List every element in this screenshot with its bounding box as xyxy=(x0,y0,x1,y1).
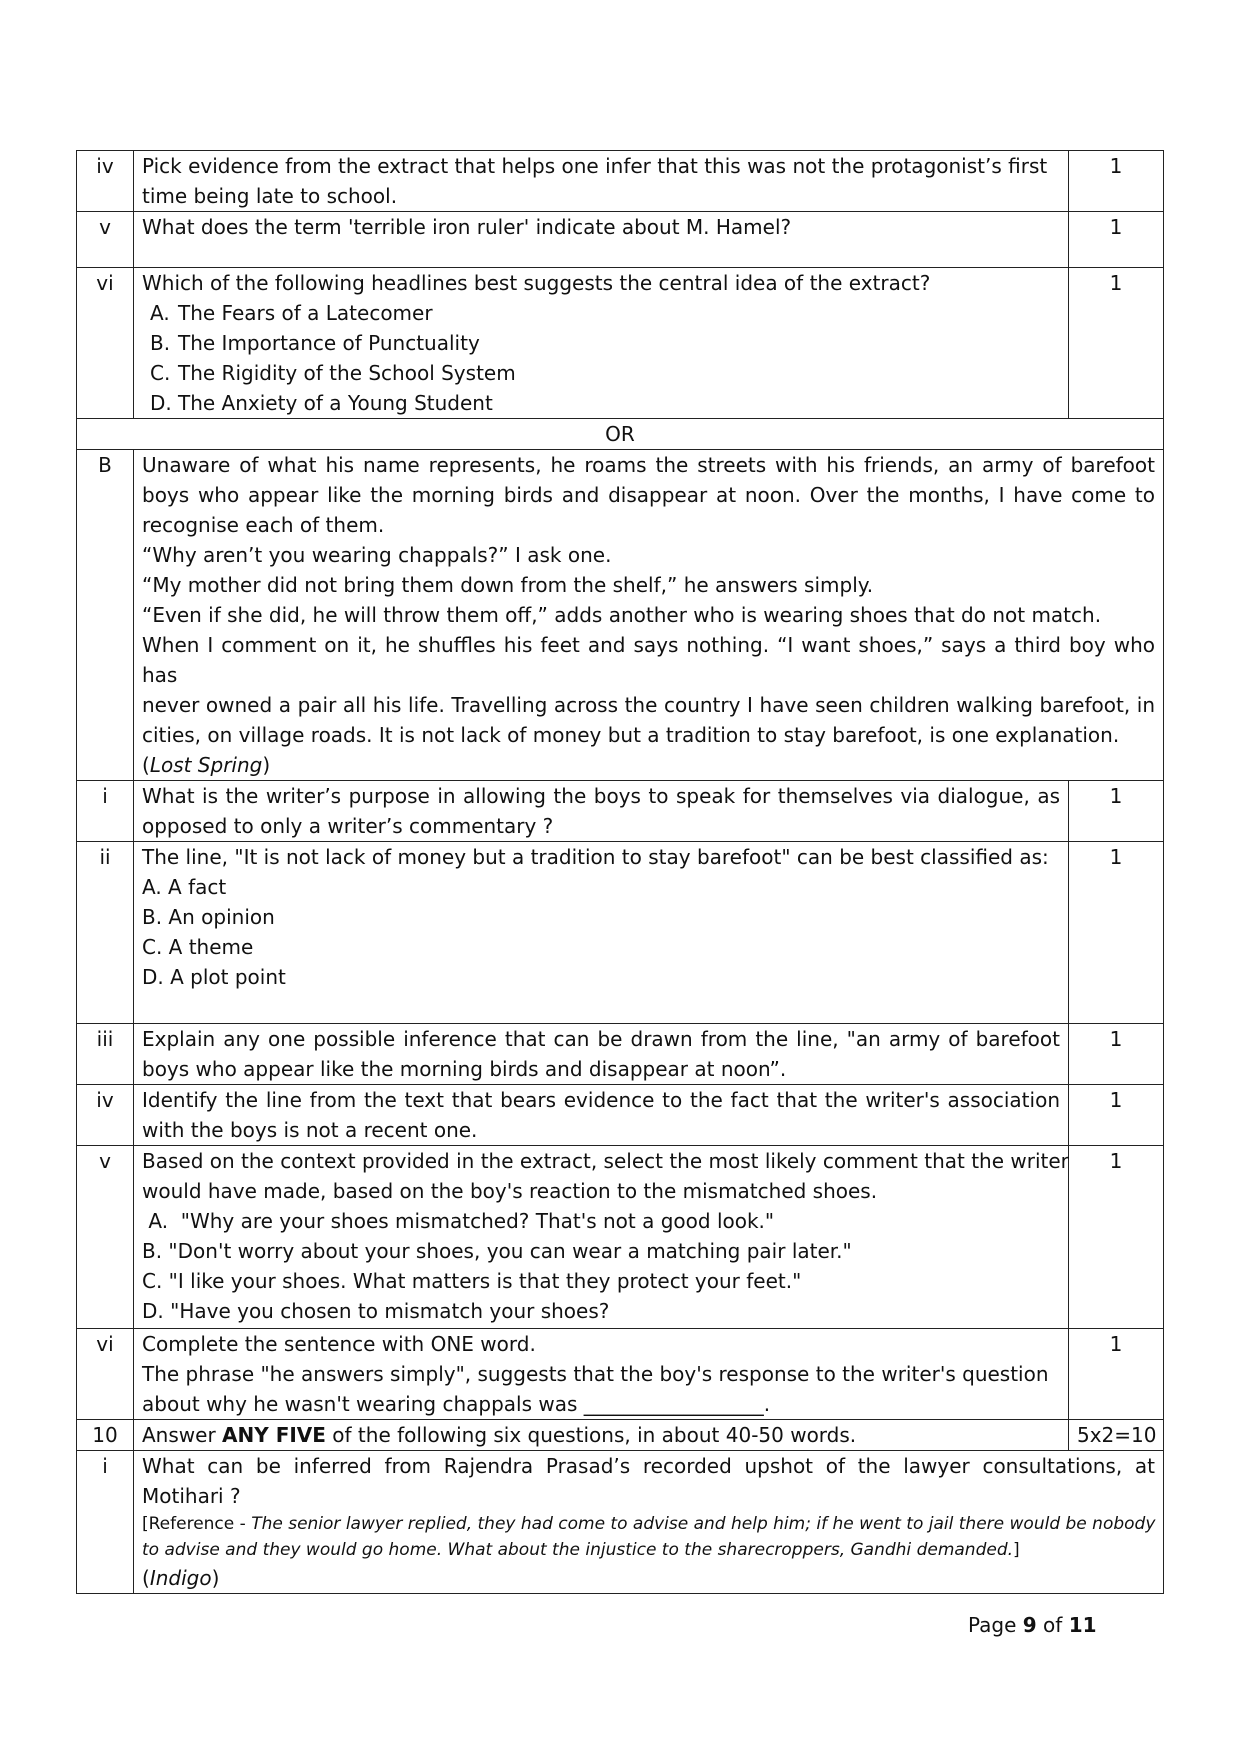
section-label: B xyxy=(77,450,134,781)
marks-cell: 1 xyxy=(1069,212,1164,268)
question-text: Which of the following headlines best suggests the central idea of the extract? A. The Fears of a Latecomer B. The Importance of Punctuality C. The Rigidity of the School System D. The Anxiety of a Young Student xyxy=(134,268,1069,419)
question-table xyxy=(76,150,1164,1594)
question-number: 10 xyxy=(77,1420,134,1451)
marks-cell: 1 xyxy=(1069,1024,1164,1085)
question-text: Based on the context provided in the extract, select the most likely comment that the writer would have made, based on the boy's reaction to the mismatched shoes. A. "Why are your shoes mismatched? That's not a good look." B. "Don't worry about your shoes, you can wear a matching pair later." C. "I like your shoes. What matters is that they protect your feet." D. "Have you chosen to mismatch your shoes? xyxy=(134,1146,1069,1329)
table-row xyxy=(77,1024,1164,1085)
question-number: vi xyxy=(77,268,134,419)
question-number: i xyxy=(77,781,134,842)
question-text: Answer ANY FIVE of the following six questions, in about 40-50 words. xyxy=(134,1420,1069,1451)
question-text: Pick evidence from the extract that helps one infer that this was not the protagonist’s first time being late to school. xyxy=(134,151,1069,212)
or-label: OR xyxy=(77,419,1164,450)
or-divider-row xyxy=(77,419,1164,450)
marks-cell: 1 xyxy=(1069,842,1164,1024)
question-text: Identify the line from the text that bears evidence to the fact that the writer's association with the boys is not a recent one. xyxy=(134,1085,1069,1146)
question-number: vi xyxy=(77,1329,134,1420)
option: B. The Importance of Punctuality xyxy=(150,331,480,355)
table-row xyxy=(77,1085,1164,1146)
marks-cell: 1 xyxy=(1069,1329,1164,1420)
question-number: iii xyxy=(77,1024,134,1085)
question-text: What is the writer’s purpose in allowing the boys to speak for themselves via dialogue, as opposed to only a writer’s commentary ? xyxy=(134,781,1069,842)
question-number: iv xyxy=(77,151,134,212)
question-text: Complete the sentence with ONE word. The phrase "he answers simply", suggests that the boy's response to the writer's question about why he wasn't wearing chappals was __________________. xyxy=(134,1329,1069,1420)
question-number: v xyxy=(77,212,134,268)
option: A. The Fears of a Latecomer xyxy=(150,301,433,325)
question-text: What does the term 'terrible iron ruler' indicate about M. Hamel? xyxy=(134,212,1069,268)
table-row xyxy=(77,842,1164,1024)
table-row xyxy=(77,212,1164,268)
question-number: v xyxy=(77,1146,134,1329)
question-number: i xyxy=(77,1451,134,1594)
question-number: iv xyxy=(77,1085,134,1146)
marks-cell: 5x2=10 xyxy=(1069,1420,1164,1451)
table-row xyxy=(77,1420,1164,1451)
passage-text: Unaware of what his name represents, he roams the streets with his friends, an army of barefoot boys who appear like the morning birds and disappear at noon. Over the months, I have come to recognise each of them. “Why aren’t you wearing chappals?” I ask one. “My mother did not bring them down from the shelf,” he answers simply. “Even if she did, he will throw them off,” adds another who is wearing shoes that do not match. When I comment on it, he shuffles his feet and says nothing. “I want shoes,” says a third boy who has never owned a pair all his life. Travelling across the country I have seen children walking barefoot, in cities, on village roads. It is not lack of money but a tradition to stay barefoot, is one explanation. (Lost Spring) xyxy=(134,450,1164,781)
question-text: What can be inferred from Rajendra Prasad’s recorded upshot of the lawyer consultations, at Motihari ? [Reference - The senior lawyer replied, they had come to advise and help him; if he went to jail there would be nobody to advise and they would go home. What about the injustice to the sharecroppers, Gandhi demanded.] (Indigo) xyxy=(134,1451,1164,1594)
marks-cell: 1 xyxy=(1069,1146,1164,1329)
reference-note: [Reference - The senior lawyer replied, they had come to advise and help him; if he went to jail there would be nobody xyxy=(142,1514,1156,1534)
question-text: Explain any one possible inference that can be drawn from the line, "an army of barefoot boys who appear like the morning birds and disappear at noon”. xyxy=(134,1024,1069,1085)
marks-cell: 1 xyxy=(1069,151,1164,212)
marks-cell: 1 xyxy=(1069,781,1164,842)
question-text: The line, "It is not lack of money but a tradition to stay barefoot" can be best classified as: A. A fact B. An opinion C. A theme D. A plot point xyxy=(134,842,1069,1024)
option: D. The Anxiety of a Young Student xyxy=(150,391,493,415)
option: C. The Rigidity of the School System xyxy=(150,361,516,385)
table-row xyxy=(77,1146,1164,1329)
page-footer: Page 9 of 11 xyxy=(968,1613,1097,1637)
marks-cell: 1 xyxy=(1069,268,1164,419)
passage-row xyxy=(77,450,1164,781)
table-row xyxy=(77,268,1164,419)
table-row xyxy=(77,781,1164,842)
marks-cell: 1 xyxy=(1069,1085,1164,1146)
table-row xyxy=(77,1329,1164,1420)
passage-source: (Lost Spring) xyxy=(142,753,271,777)
table-row xyxy=(77,151,1164,212)
question-source: (Indigo) xyxy=(142,1566,220,1590)
question-number: ii xyxy=(77,842,134,1024)
table-row xyxy=(77,1451,1164,1594)
